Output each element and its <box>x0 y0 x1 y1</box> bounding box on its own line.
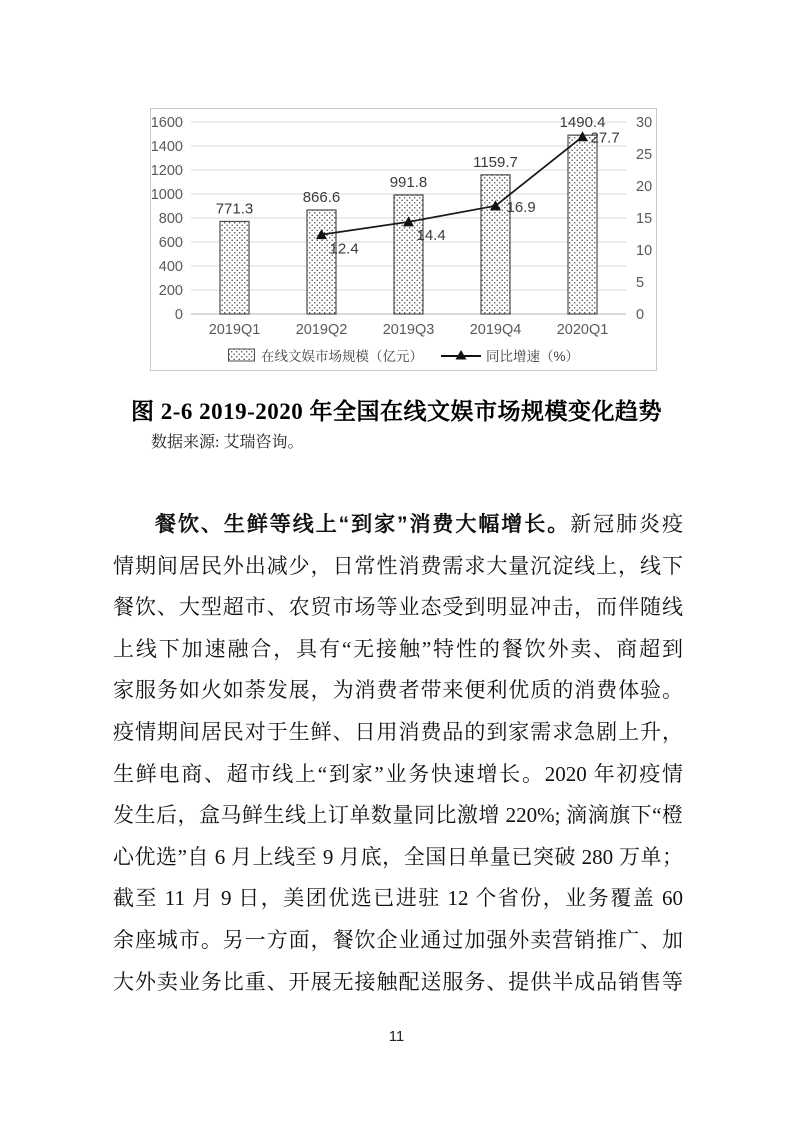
text-line: 心优选”自 6 月上线至 9 月底，全国日单量已突破 280 万单； <box>113 844 683 869</box>
svg-text:25: 25 <box>636 147 653 163</box>
page-number: 11 <box>388 1028 405 1045</box>
svg-text:800: 800 <box>158 211 183 227</box>
text-line: 大外卖业务比重、开展无接触配送服务、提供半成品销售等 <box>113 969 683 994</box>
body-paragraph <box>113 504 683 1003</box>
svg-text:1600: 1600 <box>151 115 183 131</box>
svg-text:1000: 1000 <box>151 187 183 203</box>
paragraph-lead-rest: 新冠肺炎疫 <box>570 512 684 536</box>
svg-text:1200: 1200 <box>151 163 183 179</box>
svg-text:12.4: 12.4 <box>329 240 359 258</box>
legend-item-growth-rate <box>441 345 579 365</box>
text-line: 余座城市。另一方面，餐饮企业通过加强外卖营销推广、加 <box>113 927 683 952</box>
svg-text:30: 30 <box>636 115 653 131</box>
market-scale-combo-chart <box>150 108 657 371</box>
svg-text:14.4: 14.4 <box>416 226 446 244</box>
svg-text:200: 200 <box>158 283 183 299</box>
svg-text:20: 20 <box>636 179 653 195</box>
svg-text:1159.7: 1159.7 <box>473 153 518 171</box>
text-line: 餐饮、大型超市、农贸市场等业态受到明显冲击，而伴随线 <box>113 595 683 620</box>
bar-pattern-swatch-icon <box>228 348 256 362</box>
svg-text:2020Q1: 2020Q1 <box>556 322 609 338</box>
legend-label-growth-rate: 同比增速（%） <box>485 349 579 364</box>
svg-text:1490.4: 1490.4 <box>559 114 606 132</box>
text-line: 上线下加速融合，具有“无接触”特性的餐饮外卖、商超到 <box>113 636 683 661</box>
text-line: 生鲜电商、超市线上“到家”业务快速增长。2020 年初疫情 <box>113 761 683 786</box>
line-marker-icon <box>441 349 481 362</box>
chart-legend <box>151 345 656 365</box>
svg-text:2019Q1: 2019Q1 <box>208 322 261 338</box>
text-line: 发生后，盒马鲜生线上订单数量同比激增 220%; 滴滴旗下“橙 <box>113 803 683 828</box>
svg-text:10: 10 <box>636 243 653 259</box>
svg-text:2019Q3: 2019Q3 <box>382 322 435 338</box>
svg-text:27.7: 27.7 <box>590 129 620 147</box>
svg-text:1400: 1400 <box>151 139 183 155</box>
figure-caption: 图 2-6 2019-2020 年全国在线文娱市场规模变化趋势 <box>130 399 663 424</box>
svg-text:991.8: 991.8 <box>389 173 428 191</box>
paragraph-bold-lead: 餐饮、生鲜等线上“到家”消费大幅增长。 <box>155 513 571 536</box>
legend-item-market-scale <box>228 345 423 365</box>
text-line: 截至 11 月 9 日，美团优选已进驻 12 个省份，业务覆盖 60 <box>113 886 683 911</box>
svg-text:600: 600 <box>158 235 183 251</box>
svg-text:16.9: 16.9 <box>506 198 536 216</box>
text-line <box>113 504 683 546</box>
text-line: 情期间居民外出减少，日常性消费需求大量沉淀线上，线下 <box>113 553 683 578</box>
svg-text:400: 400 <box>158 259 183 275</box>
svg-text:0: 0 <box>636 307 645 323</box>
text-line: 家服务如火如荼发展，为消费者带来便利优质的消费体验。 <box>113 678 683 703</box>
text-line: 疫情期间居民对于生鲜、日用消费品的到家需求急剧上升， <box>113 719 683 744</box>
legend-label-market-scale: 在线文娱市场规模（亿元） <box>260 349 423 364</box>
svg-text:15: 15 <box>636 211 653 227</box>
svg-text:5: 5 <box>636 275 645 291</box>
data-source-note: 数据来源: 艾瑞咨询。 <box>151 434 304 451</box>
svg-text:2019Q2: 2019Q2 <box>295 322 348 338</box>
svg-text:866.6: 866.6 <box>302 189 341 207</box>
svg-text:0: 0 <box>174 307 183 323</box>
svg-text:2019Q4: 2019Q4 <box>469 322 522 338</box>
combo-chart-canvas <box>151 109 658 372</box>
svg-text:771.3: 771.3 <box>215 200 254 218</box>
